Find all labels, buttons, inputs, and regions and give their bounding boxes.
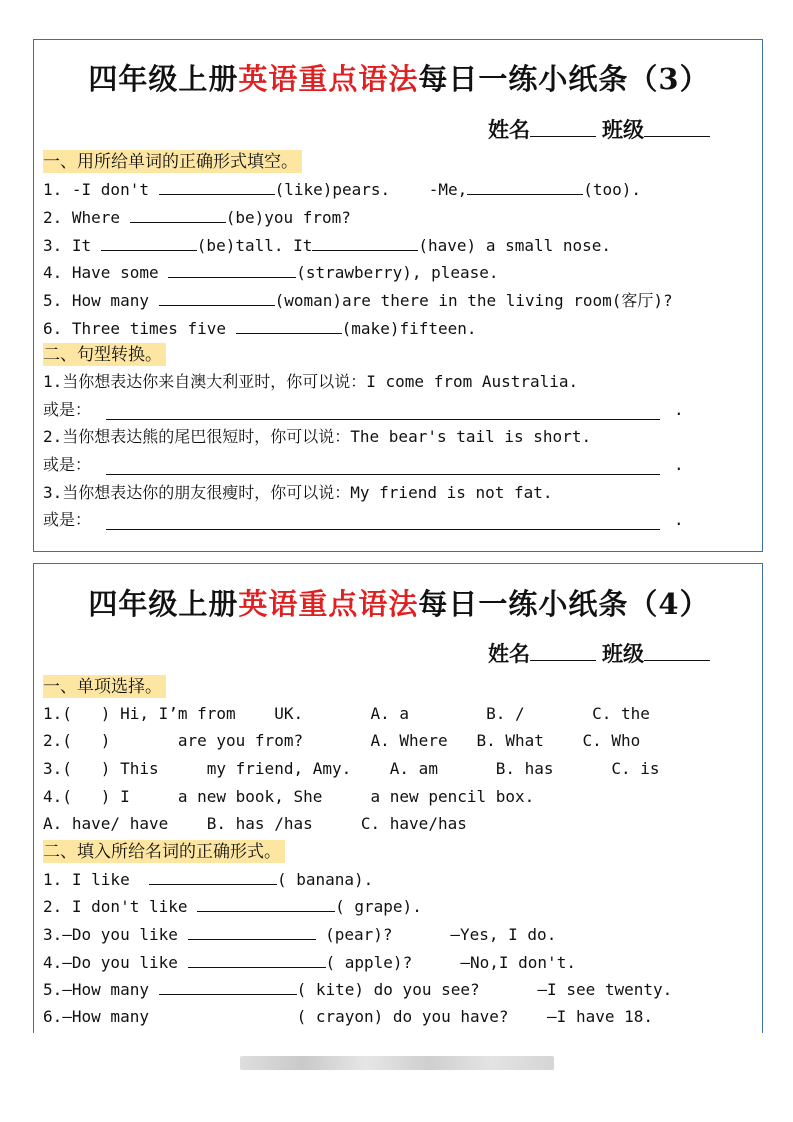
answer-blank[interactable]: [188, 923, 316, 940]
card4-choice-1: 1.( ) Hi, I’m from UK. A. a B. / C. the: [43, 704, 650, 723]
answer-blank[interactable]: [149, 868, 277, 885]
answer-blank[interactable]: [236, 317, 342, 334]
card3-title: [34, 57, 764, 98]
card4-title: [34, 582, 764, 623]
card4-fill-5: [43, 978, 672, 1001]
answer-blank[interactable]: [188, 951, 326, 968]
card4-fill-1-text: ( banana).: [276, 870, 374, 889]
card4-title-post: 每日一练小纸条（4）: [418, 587, 710, 621]
card4-fill-6-text: 6.—How many: [43, 1007, 159, 1026]
card3-name-class-row: [488, 114, 710, 144]
end-dot: .: [674, 455, 684, 474]
card4-fill-4: [43, 951, 576, 974]
card3-transform-3: 3.当你想表达你的朋友很瘦时，你可以说：My friend is not fat.: [43, 483, 553, 502]
card4-choice-2: 2.( ) are you from? A. Where B. What C. Who: [43, 731, 641, 750]
answer-blank[interactable]: [130, 206, 226, 223]
card3-q3-text: (have) a small nose.: [418, 236, 612, 255]
card4-title-pre: 四年级上册: [88, 587, 239, 621]
answer-line[interactable]: [106, 529, 660, 530]
card4-fill-6: [43, 1006, 653, 1028]
card3-or-label: 或是：: [43, 510, 92, 529]
card3-transform-2: 2.当你想表达熊的尾巴很短时，你可以说：The bear's tail is short.: [43, 427, 592, 446]
blurred-footer-watermark: [240, 1056, 554, 1070]
card3-q2-text: 2. Where: [43, 208, 130, 227]
answer-blank[interactable]: [101, 234, 197, 251]
worksheet-card-3: [33, 39, 763, 552]
end-dot: .: [674, 510, 684, 529]
card3-q1: [43, 178, 641, 201]
end-dot: .: [674, 400, 684, 419]
card3-or-label: 或是：: [43, 455, 92, 474]
card4-class-label: 班级: [602, 641, 644, 666]
card4-name-class-row: [488, 638, 710, 668]
card3-title-post: 每日一练小纸条（3）: [418, 62, 710, 96]
card4-fill-2-text: ( grape).: [335, 897, 422, 916]
card4-fill-5-text: 5.—How many: [43, 980, 159, 999]
card3-or-label: 或是：: [43, 400, 92, 419]
card4-fill-1: [43, 868, 373, 891]
card3-section-fill-in: 一、用所给单词的正确形式填空。: [43, 150, 302, 173]
card4-name-blank[interactable]: [530, 640, 596, 661]
card4-fill-4-text: ( apple)? —No,I don't.: [325, 953, 576, 972]
card4-class-blank[interactable]: [644, 640, 710, 661]
card4-choice-4-options: A. have/ have B. has /has C. have/has: [43, 814, 467, 833]
card3-q5-text: 5. How many: [43, 291, 159, 310]
card3-section-transform: 二、句型转换。: [43, 343, 166, 366]
card4-name-label: 姓名: [488, 641, 530, 666]
card3-q3-text: (be)tall. It: [196, 236, 313, 255]
card4-fill-1-text: 1. I like: [43, 870, 149, 889]
card3-q6: [43, 317, 477, 340]
answer-blank[interactable]: [197, 895, 335, 912]
card4-section-noun-forms: 二、填入所给名词的正确形式。: [43, 840, 285, 863]
answer-blank[interactable]: [168, 261, 296, 278]
card3-q1-text: (like)pears. -Me,: [274, 180, 468, 199]
card3-q3-text: 3. It: [43, 236, 101, 255]
answer-blank[interactable]: [159, 289, 275, 306]
card4-fill-2: [43, 895, 422, 918]
card4-fill-5-text: ( kite) do you see? —I see twenty.: [296, 980, 673, 999]
card3-title-red: 英语重点语法: [238, 62, 419, 96]
card3-title-pre: 四年级上册: [88, 62, 239, 96]
card4-fill-3-text: 3.—Do you like: [43, 925, 188, 944]
answer-blank[interactable]: [159, 978, 297, 995]
card3-q1-text: (too).: [583, 180, 642, 199]
card3-name-label: 姓名: [488, 117, 530, 142]
card3-q6-text: (make)fifteen.: [341, 319, 477, 338]
card3-q5: [43, 289, 673, 312]
card3-q2-text: (be)you from?: [225, 208, 351, 227]
answer-line[interactable]: [106, 474, 660, 475]
card4-fill-2-text: 2. I don't like: [43, 897, 198, 916]
card3-q3: [43, 234, 611, 257]
card3-q2: [43, 206, 351, 229]
card3-transform-1: 1.当你想表达你来自澳大利亚时，你可以说：I come from Australia.: [43, 372, 579, 391]
card3-q1-text: 1. -I don't: [43, 180, 159, 199]
card4-choice-3: 3.( ) This my friend, Amy. A. am B. has C. is: [43, 759, 660, 778]
answer-blank[interactable]: [312, 234, 418, 251]
worksheet-card-4: [33, 563, 763, 1033]
card4-fill-3-text: (pear)? —Yes, I do.: [315, 925, 557, 944]
card4-fill-6-text: ( crayon) do you have? —I have 18.: [296, 1007, 654, 1026]
card4-fill-4-text: 4.—Do you like: [43, 953, 188, 972]
card3-q4-text: (strawberry), please.: [296, 263, 499, 282]
card3-class-label: 班级: [602, 117, 644, 142]
card4-section-choice: 一、单项选择。: [43, 675, 166, 698]
card4-title-red: 英语重点语法: [238, 587, 419, 621]
card3-q6-text: 6. Three times five: [43, 319, 236, 338]
card3-name-blank[interactable]: [530, 116, 596, 137]
card3-q4-text: 4. Have some: [43, 263, 169, 282]
card4-choice-4: 4.( ) I a new book, She a new pencil box.: [43, 787, 535, 806]
answer-line[interactable]: [106, 419, 660, 420]
card4-fill-3: [43, 923, 556, 946]
answer-blank[interactable]: [159, 178, 275, 195]
card3-q4: [43, 261, 499, 284]
card3-class-blank[interactable]: [644, 116, 710, 137]
card3-q5-text: (woman)are there in the living room(客厅)?: [274, 291, 673, 310]
answer-blank[interactable]: [467, 178, 583, 195]
